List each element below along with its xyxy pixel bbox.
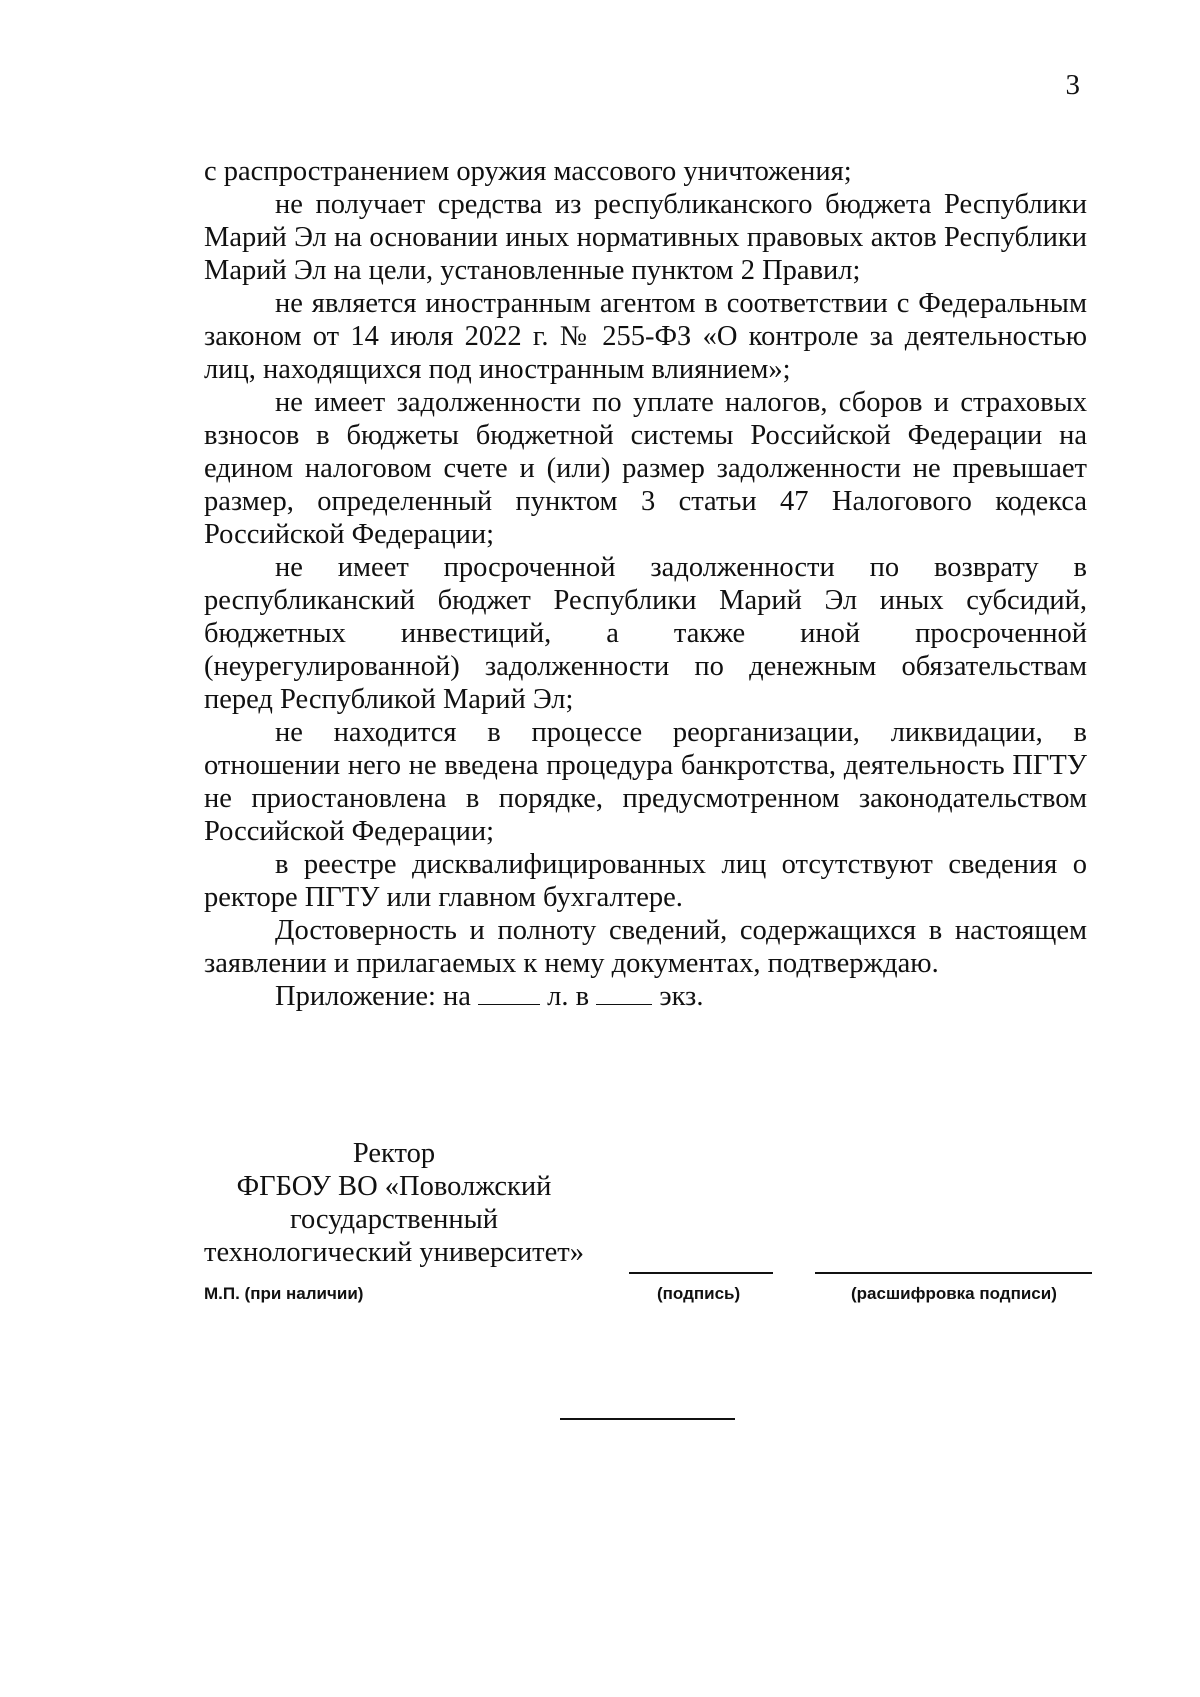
signer-organization-line1: ФГБОУ ВО «Поволжский [236,1171,552,1202]
end-of-document-rule [560,1418,735,1420]
signer-block [204,1137,584,1269]
paragraph-reorganization: не находится в процессе реорганизации, ликвидации, в отношении него не введена процедура банкротства, деятельность ПГТУ не приостановлена в порядке, предусмотренном законодательством Российской Федерации; [204,717,1087,847]
page-number: 3 [1065,69,1080,101]
attachment-prefix: Приложение: на [275,981,471,1012]
paragraph-budget-funds: не получает средства из республиканского бюджета Республики Марий Эл на основании иных нормативных правовых актов Республики Марий Эл на цели, установленные пунктом 2 Правил; [204,189,1087,286]
paragraph-confirmation: Достоверность и полноту сведений, содержащихся в настоящем заявлении и прилагаемых к нему документах, подтверждаю. [204,915,1087,979]
attachment-suffix: экз. [659,981,704,1012]
signature-caption: (подпись) [657,1284,741,1303]
paragraph-disqualified-registry: в реестре дисквалифицированных лиц отсутствуют сведения о ректоре ПГТУ или главном бухгалтере. [204,849,1087,913]
attachment-line [204,980,1087,1013]
attachment-middle: л. в [547,981,590,1012]
paragraph-overdue-debt: не имеет просроченной задолженности по возврату в республиканский бюджет Республики Марий Эл иных субсидий, бюджетных инвестиций, а также иной просроченной (неурегулированной) задолженности по денежным обязательствам перед Республикой Марий Эл; [204,552,1087,715]
signature-line[interactable] [629,1272,773,1274]
signer-organization-line3: технологический университет» [204,1237,584,1268]
stamp-caption: М.П. (при наличии) [204,1284,364,1303]
document-body [204,155,1087,1013]
signer-organization-line2: государственный [289,1204,499,1235]
signer-position: Ректор [352,1138,436,1169]
paragraph-continuation: с распространением оружия массового уничтожения; [204,156,852,187]
signature-decoding-caption: (расшифровка подписи) [851,1284,1057,1303]
paragraph-tax-debt: не имеет задолженности по уплате налогов, сборов и страховых взносов в бюджеты бюджетной системы Российской Федерации на едином налоговом счете и (или) размер задолженности не превышает размер, определенный пунктом 3 статьи 47 Налогового кодекса Российской Федерации; [204,387,1087,550]
signature-decoding-line[interactable] [815,1272,1092,1274]
copies-count-blank[interactable] [596,982,652,1005]
paragraph-foreign-agent: не является иностранным агентом в соответствии с Федеральным законом от 14 июля 2022 г. № 255-ФЗ «О контроле за деятельностью лиц, находящихся под иностранным влиянием»; [204,288,1087,385]
sheets-count-blank[interactable] [478,982,540,1005]
